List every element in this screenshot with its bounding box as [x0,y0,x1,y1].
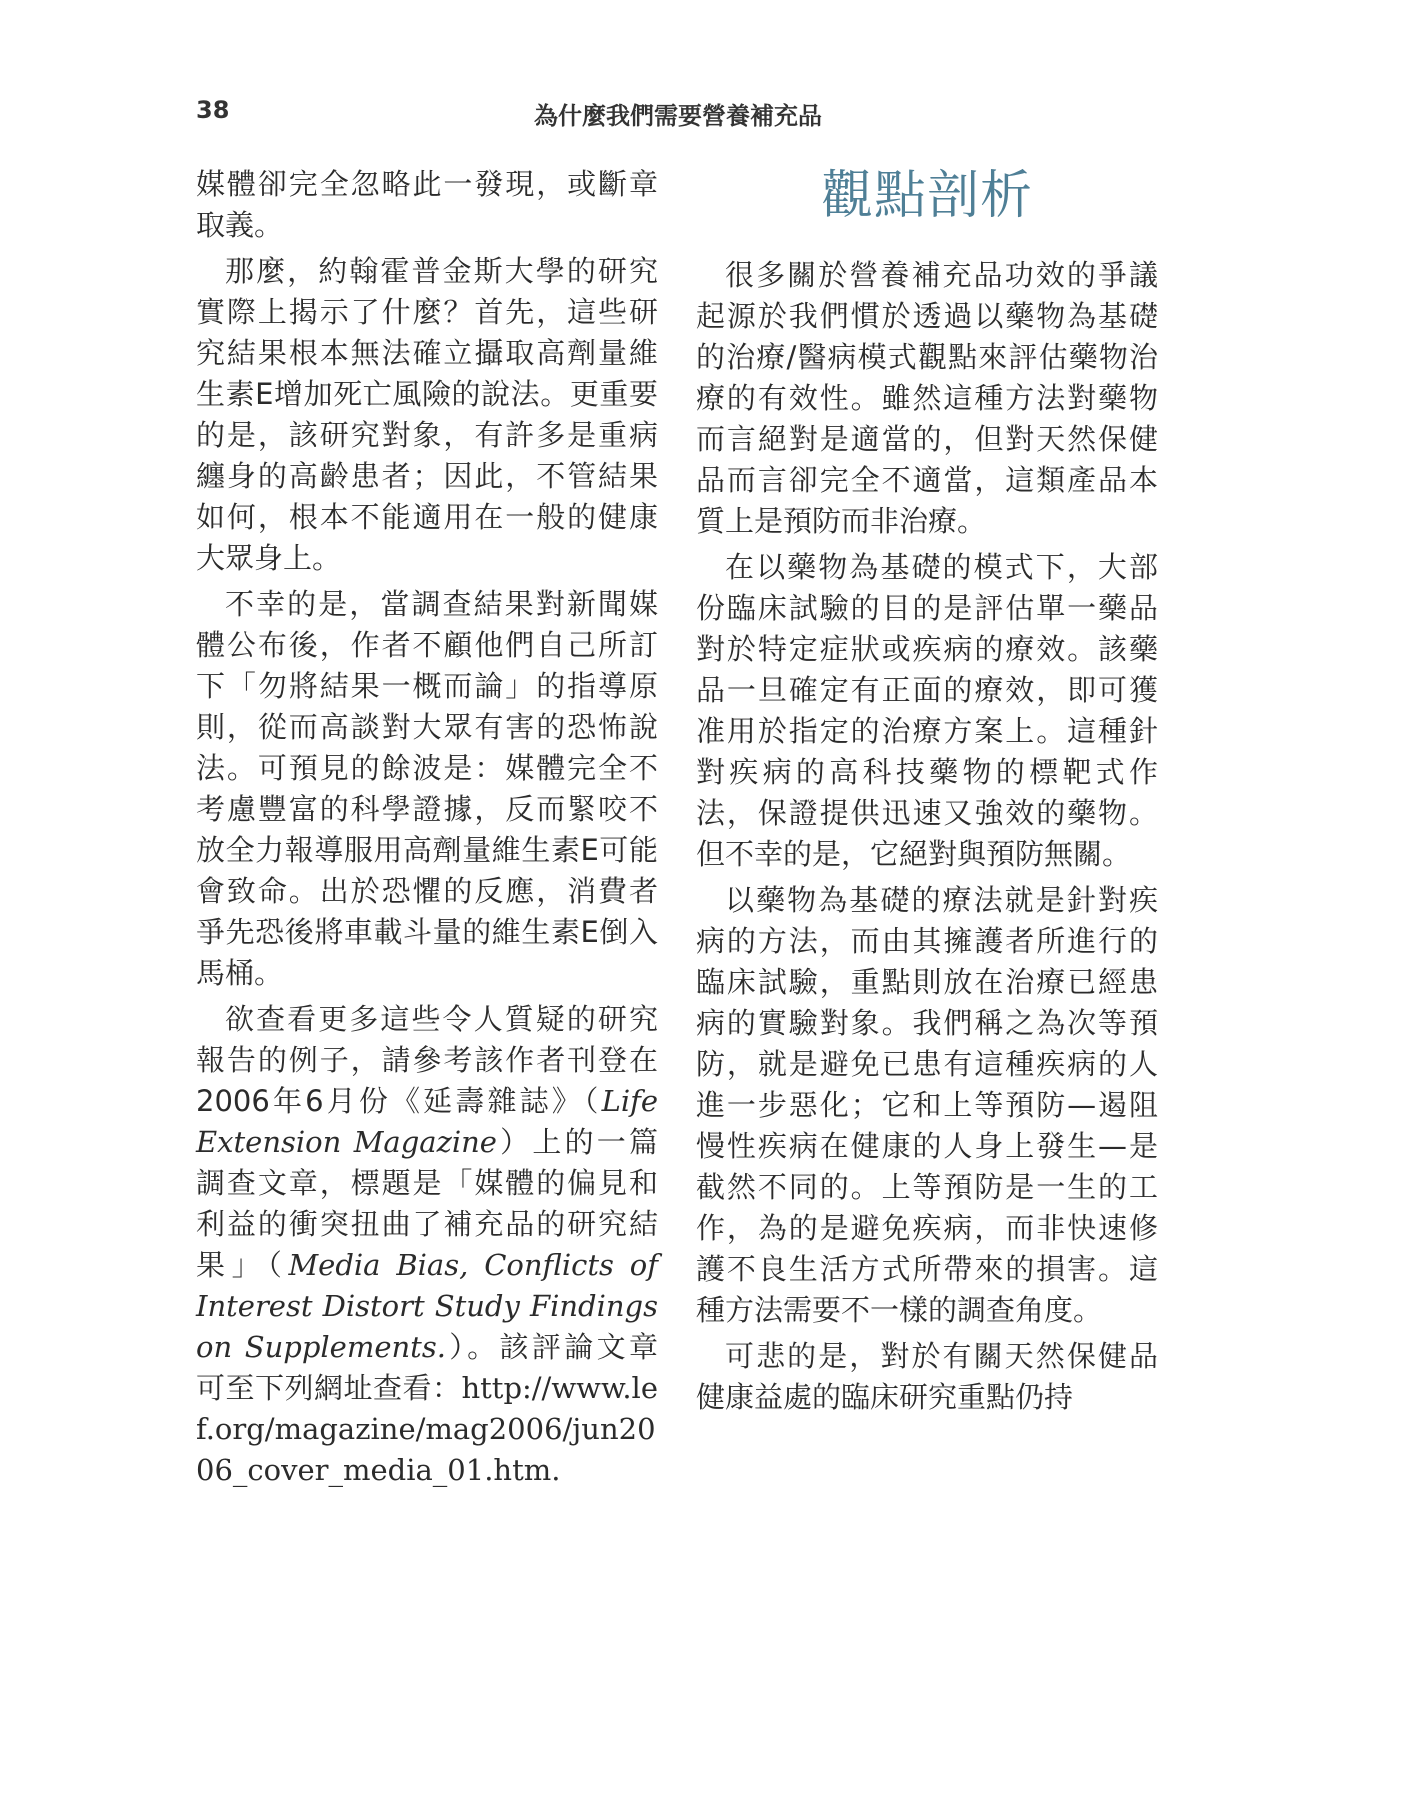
left-paragraph-4-part-a: 欲查看更多這些令人質疑的研究報告的例子，請參考該作者刊登在2006年6月份《延壽雜誌》（ [196,1002,658,1118]
right-column [696,255,1158,1423]
right-paragraph-1: 很多關於營養補充品功效的爭議起源於我們慣於透過以藥物為基礎的治療/醫病模式觀點來評估藥物治療的有效性。雖然這種方法對藥物而言絕對是適當的，但對天然保健品而言卻完全不適當，這類產品本質上是預防而非治療。 [696,258,1158,538]
running-header-title: 為什麼我們需要營養補充品 [534,102,822,130]
left-paragraph-2: 那麼，約翰霍普金斯大學的研究實際上揭示了什麼？首先，這些研究結果根本無法確立攝取高劑量維生素E增加死亡風險的說法。更重要的是，該研究對象，有許多是重病纏身的高齡患者；因此，不管結果如何，根本不能適用在一般的健康大眾身上。 [196,254,658,575]
left-paragraph-4 [196,999,658,1491]
article-url: http://www.lef.org/magazine/mag2006/jun2006_cover_media_01.htm. [196,1371,658,1487]
article-title-english: Media Bias, Conflicts of Interest Distort Study Findings on Supplements. [196,1248,658,1364]
left-column [196,164,658,1496]
page-number: 38 [196,96,230,124]
left-paragraph-3: 不幸的是，當調查結果對新聞媒體公布後，作者不顧他們自己所訂下「勿將結果一概而論」的指導原則，從而高談對大眾有害的恐怖說法。可預見的餘波是：媒體完全不考慮豐富的科學證據，反而緊咬不放全力報導服用高劑量維生素E可能會致命。出於恐懼的反應，消費者爭先恐後將車載斗量的維生素E倒入馬桶。 [196,587,658,990]
right-paragraph-3: 以藥物為基礎的療法就是針對疾病的方法，而由其擁護者所進行的臨床試驗，重點則放在治療已經患病的實驗對象。我們稱之為次等預防，就是避免已患有這種疾病的人進一步惡化；它和上等預防—遏阻慢性疾病在健康的人身上發生—是截然不同的。上等預防是一生的工作，為的是避免疾病，而非快速修護不良生活方式所帶來的損害。這種方法需要不一樣的調查角度。 [696,883,1158,1327]
left-paragraph-1: 媒體卻完全忽略此一發現，或斷章取義。 [196,167,658,242]
right-paragraph-4: 可悲的是，對於有關天然保健品健康益處的臨床研究重點仍持 [696,1339,1158,1414]
magazine-name-english: Life Extension Magazine [196,1084,658,1159]
left-paragraph-4-part-c: ）。該評論文章可至下列網址查看： [196,1330,658,1405]
left-paragraph-4-part-b: ）上的一篇調查文章，標題是「媒體的偏見和利益的衝突扭曲了補充品的研究結果」（ [196,1125,658,1282]
right-paragraph-2: 在以藥物為基礎的模式下，大部份臨床試驗的目的是評估單一藥品對於特定症狀或疾病的療效。該藥品一旦確定有正面的療效，即可獲准用於指定的治療方案上。這種針對疾病的高科技藥物的標靶式作法，保證提供迅速又強效的藥物。但不幸的是，它絕對與預防無關。 [696,550,1158,871]
section-heading: 觀點剖析 [820,166,1033,226]
